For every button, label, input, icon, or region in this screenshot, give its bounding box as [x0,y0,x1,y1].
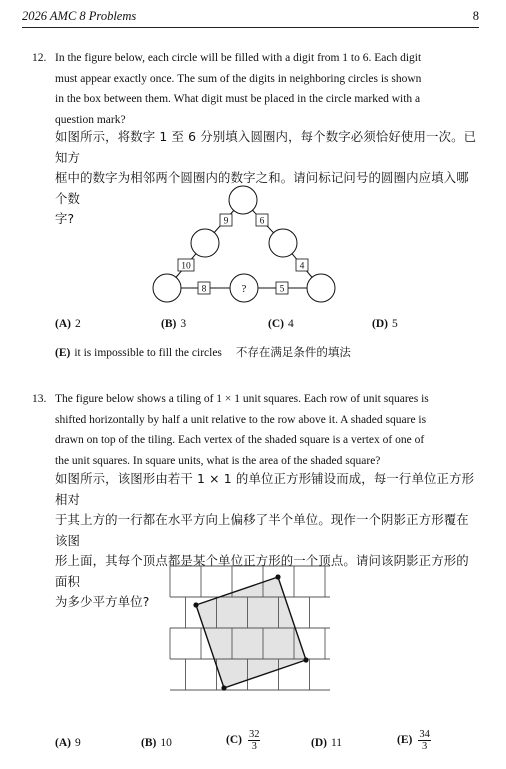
choice-text: 9 [74,737,81,749]
choice-letter: (A) [55,318,71,330]
numerator: 32 [248,729,260,740]
text-line: 字? [55,211,75,226]
sum-label: 8 [201,284,207,295]
choice-letter: (A) [55,737,71,749]
choice-text: 2 [74,318,81,330]
text-line: 为多少平方单位? [55,594,150,609]
sum-label: 9 [223,216,229,227]
text-line: 框中的数字为相邻两个圆圈内的数字之和。请问标记问号的圆圈内应填入哪个数 [55,170,469,206]
text-line: shifted horizontally by half a unit relative to the row above it. A shaded square is [55,413,427,426]
choice-letter: (C) [268,318,284,330]
square-vertex [221,685,226,690]
text-line: must appear exactly once. The sum of the digits in neighboring circles is shown [55,72,422,85]
choice-letter: (C) [226,734,242,747]
denominator: 3 [251,741,257,752]
choice-letter: (D) [311,737,327,749]
square-vertex [275,574,280,579]
choice-letter: (B) [141,737,157,749]
problem-13-number: 13. [32,393,47,405]
choice-a[interactable] [55,737,81,749]
choice-text: it is impossible to fill the circles [74,347,222,359]
choice-d[interactable] [311,737,342,749]
choice-letter: (D) [372,318,388,330]
text-line: In the figure below, each circle will be filled with a digit from 1 to 6. Each digit [55,52,422,64]
text-line: The figure below shows a tiling of 1 × 1 unit squares. Each row of unit squares is [55,393,429,405]
choice-b[interactable] [141,737,172,749]
choice-letter: (B) [161,318,177,330]
header-title: 2026 AMC 8 Problems [22,9,137,23]
text-line: 形上面，其每个顶点都是某个单位正方形的一个顶点。请问该阴影正方形的面积 [55,553,469,589]
choice-text-chinese: 不存在满足条件的填法 [235,345,351,359]
text-line: 如图所示，该图形由若干 1 × 1 的单位正方形铺设而成，每一行单位正方形相对 [55,471,475,507]
choice-e[interactable] [397,729,431,752]
numerator: 34 [419,729,430,740]
choice-text: 5 [391,318,398,330]
choice-letter: (E) [55,347,71,359]
shaded-square-fill [196,577,306,688]
sum-label: 10 [181,261,191,272]
sum-label: 4 [299,261,305,272]
square-vertex [193,602,198,607]
fraction [418,729,431,752]
choice-text: 4 [287,318,294,330]
problem-12-number: 12. [32,52,47,64]
text-line: drawn on top of the tiling. Each vertex of the shaded square is a vertex of one of [55,434,425,446]
page-number: 8 [472,9,479,23]
choice-text: 10 [160,737,172,749]
text-line: question mark? [55,113,126,126]
choice-text: 11 [330,737,343,749]
sum-label: 6 [259,216,265,227]
text-line: the unit squares. In square units, what is the area of the shaded square? [55,454,381,467]
denominator: 3 [421,741,428,752]
choice-text: 3 [180,318,187,330]
text-line: 于其上方的一行都在水平方向上偏移了半个单位。现作一个阴影正方形覆在该图 [55,512,469,548]
square-vertex [303,657,308,662]
choice-letter: (E) [397,734,413,747]
sum-label: 5 [279,284,285,295]
text-line: in the box between them. What digit must be placed in the circle marked with a [55,93,421,105]
question-mark: ? [241,283,247,295]
text-line: 如图所示，将数字 1 至 6 分别填入圆圈内，每个数字必须恰好使用一次。已知方 [55,129,477,165]
fraction [248,729,261,752]
choice-c[interactable] [226,729,260,752]
